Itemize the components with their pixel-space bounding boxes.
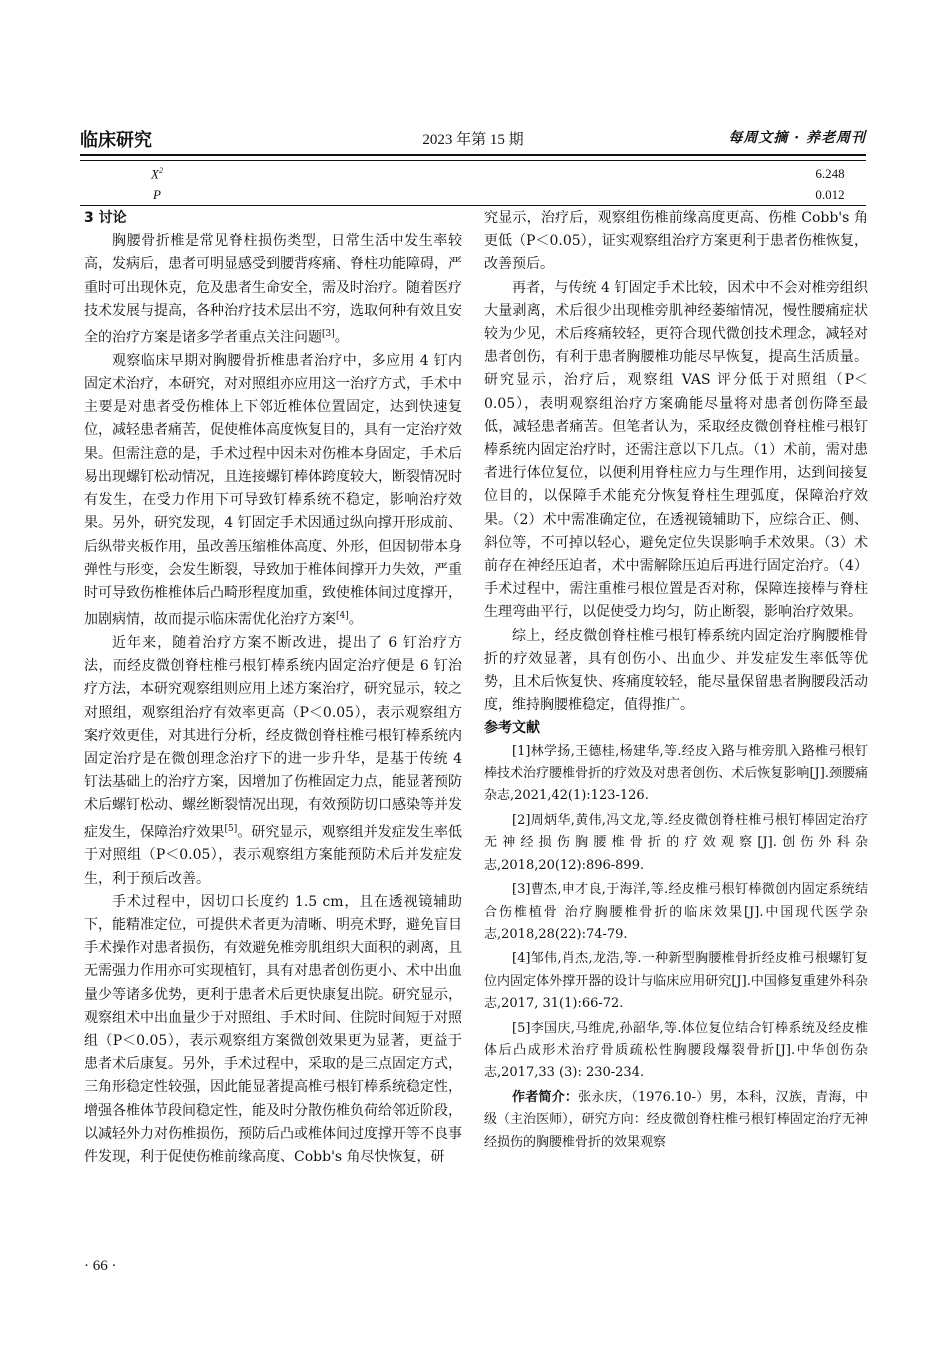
paragraph: 观察临床早期对胸腰骨折椎患者治疗中，多应用 4 钉内固定术治疗，本研究，对对照组亦应用这一治疗方式，手术中主要是对患者受伤椎体上下邻近椎体位置固定，达到快速复位，减轻患者痛苦，促使椎体高度恢复目的，具有一定治疗效果。但需注意的是，手术过程中因未对伤椎本身固定，手术后易出现螺钉松动情况，且连接螺钉棒体跨度较大，断裂情况时有发生，在受力作用下可导致钉棒系统不稳定，影响治疗效果。另外，研究发现，4 钉固定手术因通过纵向撑开形成前、后纵带夹板作用，虽改善压缩椎体高度、外形，但因韧带本身弹性与形变，会发生断裂，导致加于椎体间撑开力失效，严重时可导致伤椎椎体后凸畸形程度加重，致使椎体间过度撑开，加剧病情，故而提示临床需优化治疗方案[4]。	[84, 352, 462, 628]
author-bio-text: 张永庆，（1976.10-）男，本科，汉族，青海，中级（主治医师），研究方向：经皮微创脊柱椎弓根钉棒固定治疗无神经损伤的胸腰椎骨折的效果观察	[484, 1089, 868, 1150]
left-column	[84, 207, 462, 1169]
paragraph: 究显示，治疗后，观察组伤椎前缘高度更高、伤椎 Cobb's 角更低（P＜0.05），证实观察组治疗方案更利于患者伤椎恢复，改善预后。	[484, 210, 868, 273]
page-number: · 66 ·	[84, 1258, 117, 1274]
journal-name: 每周文摘 · 养老周刊	[728, 130, 866, 146]
table-row-value: 0.012	[815, 187, 845, 202]
citation: [5]	[224, 823, 238, 834]
table-bottom-rule	[80, 205, 866, 206]
author-bio	[484, 1087, 868, 1154]
running-header	[80, 122, 866, 152]
header-rule-thick	[80, 154, 866, 156]
section-label: 临床研究	[80, 130, 152, 151]
citation: [3]	[322, 329, 335, 340]
section-heading: 3 讨论	[84, 210, 127, 226]
table-row-value: 6.248	[815, 166, 845, 181]
reference-item: [5]李国庆,马维虎,孙韶华,等.体位复位结合钉棒系统及经皮椎体后凸成形术治疗骨质疏松性胸腰段爆裂骨折[J].中华创伤杂志,2017,33 (3): 230-234.	[484, 1020, 868, 1081]
issue-label: 2023 年第 15 期	[422, 132, 524, 148]
reference-item: [3]曹杰,申才良,于海洋,等.经皮椎弓根钉棒微创内固定系统结合伤椎植骨 治疗胸腰椎骨折的临床效果[J].中国现代医学杂志,2018,28(22):74-79.	[484, 882, 868, 942]
table-row-chi-square	[80, 166, 866, 185]
reference-item: [2]周炳华,黄伟,冯文龙,等.经皮微创脊柱椎弓根钉棒固定治疗无神经损伤胸腰椎骨折的疗效观察[J].创伤外科杂志,2018,20(12):896-899.	[484, 812, 868, 873]
right-column	[484, 207, 868, 1154]
citation: [4]	[336, 611, 349, 622]
header-rule-thin	[80, 160, 866, 161]
references-heading: 参考文献	[484, 720, 540, 737]
table-row-label: P	[153, 187, 161, 202]
paragraph: 综上，经皮微创脊柱椎弓根钉棒系统内固定治疗胸腰椎骨折的疗效显著，具有创伤小、出血少、并发症发生率低等优势，且术后恢复快、疼痛度较轻，能尽量保留患者胸腰段活动度，维持胸腰椎稳定，值得推广。	[484, 627, 868, 714]
table-row-label: $X^2$	[151, 166, 163, 182]
table-row-p	[80, 187, 866, 206]
paragraph: 近年来，随着治疗方案不断改进，提出了 6 钉治疗方法，而经皮微创脊柱椎弓根钉棒系统内固定治疗便是 6 钉治疗方法，本研究观察组则应用上述方案治疗，研究显示，较之对照组，观察组治疗有效率更高（P＜0.05），表示观察组方案疗效更佳，对其进行分析，经皮微创脊柱椎弓根钉棒系统内固定治疗是在微创理念治疗下的进一步升华，是基于传统 4 钉法基础上的治疗方案，因增加了伤椎固定力点，能显著预防术后螺钉松动、螺丝断裂情况出现，有效预防切口感染等并发症发生，保障治疗效果[5]。研究显示，观察组并发症发生率低于对照组（P＜0.05），表示观察组方案能预防术后并发症发生，利于预后改善。	[84, 634, 463, 887]
reference-item: [4]邹伟,肖杰,龙浩,等.一种新型胸腰椎骨折经皮椎弓根螺钉复位内固定体外撑开器的设计与临床应用研究[J].中国修复重建外科杂志,2017, 31(1):66-72.	[484, 951, 868, 1012]
reference-item: [1]林学扬,王德桂,杨建华,等.经皮入路与椎旁肌入路椎弓根钉棒技术治疗腰椎骨折的疗效及对患者创伤、术后恢复影响[J].颈腰痛杂志,2021,42(1):123-126.	[484, 743, 868, 804]
paragraph: 再者，与传统 4 钉固定手术比较，因术中不会对椎旁组织大量剥离，术后很少出现椎旁肌神经萎缩情况，慢性腰痛症状较为少见，术后疼痛较轻，更符合现代微创技术理念，减轻对患者创伤，有利于患者胸腰椎功能尽早恢复，提高生活质量。研究显示，治疗后，观察组 VAS 评分低于对照组（P＜0.05），表明观察组治疗方案确能尽量将对患者创伤降至最低，减轻患者痛苦。但笔者认为，采取经皮微创脊柱椎弓根钉棒系统内固定治疗时，还需注意以下几点。（1）术前，需对患者进行体位复位，以便利用脊柱应力与生理作用，达到间接复位目的，以保障手术能充分恢复脊柱生理弧度，保障治疗效果。（2）术中需准确定位，在透视镜辅助下，应综合正、侧、斜位等，不可掉以轻心，避免定位失误影响手术效果。（3）术前存在神经压迫者，术中需解除压迫后再进行固定治疗。（4）手术过程中，需注重椎弓根位置是否对称，保障连接棒与脊柱生理弯曲平行，以促使受力均匀，防止断裂，影响治疗效果。	[484, 279, 868, 621]
paragraph: 手术过程中，因切口长度约 1.5 cm，且在透视镜辅助下，能精准定位，可提供术者更为清晰、明亮术野，避免盲目手术操作对患者损伤，有效避免椎旁肌组织大面积的剥离，且无需强力作用亦可实现植钉，具有对患者创伤更小、术中出血量少等诸多优势，更利于患者术后更快康复出院。研究显示，观察组术中出血量少于对照组、手术时间、住院时间短于对照组（P＜0.05），表示观察组方案微创效果更为显著，更益于患者术后康复。另外，手术过程中，采取的是三点固定方式，三角形稳定性较强，因此能显著提高椎弓根钉棒系统稳定性，增强各椎体节段间稳定性，能及时分散伤椎负荷给邻近阶段，以减轻外力对伤椎损伤，预防后凸或椎体间过度撑开等不良事件发现，利于促使伤椎前缘高度、Cobb's 角尽快恢复，研	[84, 893, 462, 1166]
author-bio-label: 作者简介：	[512, 1089, 579, 1105]
paragraph: 胸腰骨折椎是常见脊柱损伤类型，日常生活中发生率较高，发病后，患者可明显感受到腰背疼痛、脊柱功能障碍，严重时可出现休克，危及患者生命安全，需及时治疗。随着医疗技术发展与提高，各种治疗技术层出不穷，选取何种有效且安全的治疗方案是诸多学者重点关注问题[3]。	[84, 233, 462, 346]
